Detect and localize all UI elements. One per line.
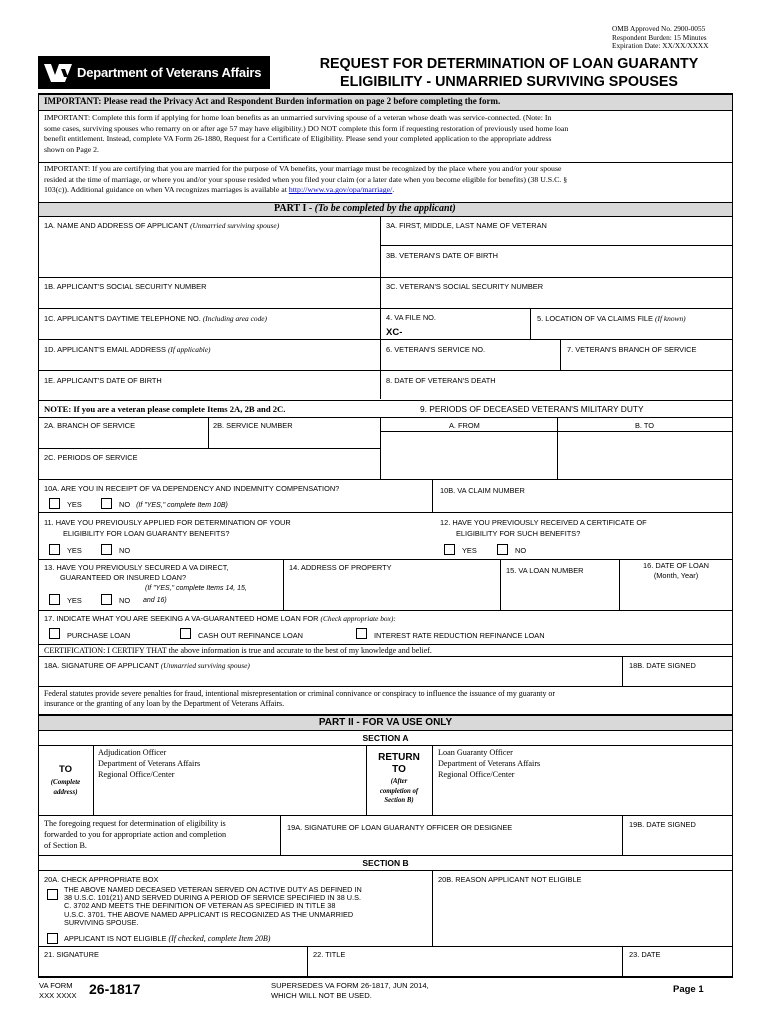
field-1e-label: 1E. APPLICANT'S DATE OF BIRTH bbox=[44, 376, 162, 385]
marriage-guidance-link[interactable]: http://www.va.gov/opa/marriage/ bbox=[288, 185, 393, 195]
f13-note-2: and 16) bbox=[143, 597, 167, 604]
received-no-label: NO bbox=[515, 546, 527, 555]
elig-1: THE ABOVE NAMED DECEASED VETERAN SERVED ON ACTIVE DUTY AS DEFINED IN bbox=[64, 885, 362, 894]
veteran-branch-field[interactable] bbox=[562, 356, 731, 368]
omb-block bbox=[612, 25, 708, 51]
omb-burden: Respondent Burden: 15 Minutes bbox=[612, 32, 707, 42]
dic-no-text: NO bbox=[119, 500, 131, 509]
claims-file-location-field[interactable] bbox=[532, 325, 731, 339]
instr-2-line-2: resided at the time of marriage, or where you and/or your spouse resided when you filed your claim (or a later date when you become eligible for benefits) (38 U.S.C. § bbox=[44, 174, 568, 184]
f11-line-1: 11. HAVE YOU PREVIOUSLY APPLIED FOR DETERMINATION OF YOUR bbox=[44, 518, 291, 527]
f13-note: (If "YES," complete Items 14, 15, bbox=[145, 585, 247, 592]
agency-name: Department of Veterans Affairs bbox=[77, 65, 262, 80]
applied-before-no-checkbox[interactable] bbox=[101, 544, 112, 555]
to-note bbox=[38, 777, 93, 797]
elig-4: U.S.C. 3701. THE ABOVE NAMED APPLICANT IS RECOGNIZED AS THE UNMARRIED bbox=[64, 909, 354, 919]
field-9-label: 9. PERIODS OF DECEASED VETERAN'S MILITARY DUTY bbox=[420, 404, 644, 414]
field-9b-label: B. TO bbox=[635, 421, 655, 430]
service-number-field[interactable] bbox=[210, 432, 378, 447]
fwd-1: The foregoing request for determination of eligibility is bbox=[44, 819, 226, 828]
f1d-italic: (If applicable) bbox=[167, 345, 211, 354]
field-3a-label: 3A. FIRST, MIDDLE, LAST NAME OF VETERAN bbox=[386, 221, 547, 230]
applicant-phone-field[interactable] bbox=[40, 325, 378, 339]
fwd-3: of Section B. bbox=[44, 841, 87, 850]
part1-title-text: PART I - bbox=[274, 203, 315, 214]
f1a-italic: (Unmarried surviving spouse) bbox=[190, 221, 280, 230]
to-label: TO bbox=[58, 764, 73, 775]
field-14-label: 14. ADDRESS OF PROPERTY bbox=[289, 563, 392, 572]
purchase-loan-checkbox[interactable] bbox=[49, 628, 60, 639]
instr-1-line-3: benefit entitlement. Instead, complete VA Form 26-1880, Request for a Certificate of Eligibility. Please send your completed application to the appropriate address bbox=[44, 134, 552, 144]
duty-from-field[interactable] bbox=[382, 433, 555, 477]
field-23-label: 23. DATE bbox=[629, 950, 661, 959]
forwarded-text bbox=[44, 818, 226, 851]
dic-yes-label: YES bbox=[67, 500, 82, 509]
supersedes-2: WHICH WILL NOT BE USED. bbox=[271, 990, 372, 1000]
return-note bbox=[366, 777, 432, 806]
title-line-2: ELIGIBILITY - UNMARRIED SURVIVING SPOUSES bbox=[340, 74, 678, 90]
field-2a-label: 2A. BRANCH OF SERVICE bbox=[44, 421, 136, 430]
ret-addr-1: Loan Guaranty Officer bbox=[438, 748, 513, 757]
field-1b-label: 1B. APPLICANT'S SOCIAL SECURITY NUMBER bbox=[44, 282, 207, 291]
instructions-1 bbox=[44, 113, 568, 155]
prior-loan-no-label: NO bbox=[119, 596, 131, 605]
to-addr-3: Regional Office/Center bbox=[98, 770, 175, 779]
field-4-label: 4. VA FILE NO. bbox=[386, 313, 436, 322]
field-20a-label: 20A. CHECK APPROPRIATE BOX bbox=[44, 875, 159, 884]
f17-italic: (Check appropriate box): bbox=[320, 614, 396, 623]
return-address bbox=[438, 747, 540, 780]
applied-before-yes-checkbox[interactable] bbox=[49, 544, 60, 555]
field-5-label bbox=[537, 314, 686, 323]
field-9a-label: A. FROM bbox=[449, 421, 480, 430]
penalty-line-1: Federal statutes provide severe penalties for fraud, intentional misrepresentation or criminal connivance or conspiracy to influence the issuance of my guaranty or bbox=[44, 689, 555, 698]
loan-date-field[interactable] bbox=[621, 583, 731, 609]
omb-approved: OMB Approved No. 2900-0055 bbox=[612, 24, 706, 33]
return-line-1: RETURN bbox=[378, 752, 420, 763]
f13-line-1: 13. HAVE YOU PREVIOUSLY SECURED A VA DIRECT, bbox=[44, 563, 229, 572]
veteran-name-field[interactable] bbox=[382, 232, 731, 245]
supersedes-1: SUPERSEDES VA FORM 26-1817, JUN 2014, bbox=[271, 981, 429, 990]
field-17-label bbox=[44, 614, 396, 623]
instr-2-line-1: IMPORTANT: If you are certifying that you are married for the purpose of VA benefits, your marriage must be recognized by the place where you and/or your spouse bbox=[44, 164, 562, 173]
f18a-text: 18A. SIGNATURE OF APPLICANT bbox=[44, 661, 161, 670]
veteran-dob-field[interactable] bbox=[382, 262, 731, 276]
received-coe-yes-checkbox[interactable] bbox=[444, 544, 455, 555]
field-11-label bbox=[44, 518, 291, 539]
field-22-label: 22. TITLE bbox=[313, 950, 346, 959]
applicant-ssn-field[interactable] bbox=[40, 293, 378, 307]
purchase-loan-label: PURCHASE LOAN bbox=[67, 631, 131, 640]
instr-1-line-2: some cases, surviving spouses who remarry on or after age 57 may have eligibility.) DO NOT complete this form if requesting restoration of previously used home loan bbox=[44, 123, 569, 133]
footer-va-form: VA FORM bbox=[39, 981, 73, 990]
f11-line-2: ELIGIBILITY FOR LOAN GUARANTY BENEFITS? bbox=[63, 528, 230, 538]
ret-addr-3: Regional Office/Center bbox=[438, 770, 515, 779]
field-2b-label: 2B. SERVICE NUMBER bbox=[213, 421, 293, 430]
return-note-2: completion of bbox=[379, 787, 419, 795]
return-note-3: Section B) bbox=[384, 797, 414, 804]
duty-to-field[interactable] bbox=[559, 433, 731, 477]
to-addr-1: Adjudication Officer bbox=[98, 748, 167, 757]
f1a-text: 1A. NAME AND ADDRESS OF APPLICANT bbox=[44, 221, 191, 230]
veteran-service-no-field[interactable] bbox=[382, 356, 558, 368]
field-1d-label bbox=[44, 345, 210, 354]
to-addr-2: Department of Veterans Affairs bbox=[98, 759, 201, 768]
applicant-name-address-field[interactable] bbox=[40, 232, 378, 277]
field-10b-label: 10B. VA CLAIM NUMBER bbox=[440, 486, 525, 495]
irrrl-label: INTEREST RATE REDUCTION REFINANCE LOAN bbox=[374, 631, 545, 640]
ret-addr-2: Department of Veterans Affairs bbox=[438, 759, 541, 768]
veteran-note: NOTE: If you are a veteran please complete Items 2A, 2B and 2C. bbox=[44, 404, 286, 414]
field-1a-label bbox=[44, 221, 279, 230]
eligible-checkbox[interactable] bbox=[47, 889, 58, 900]
field-19b-label: 19B. DATE SIGNED bbox=[629, 820, 696, 829]
veteran-death-date-field[interactable] bbox=[382, 387, 731, 399]
field-19a-label: 19A. SIGNATURE OF LOAN GUARANTY OFFICER OR DESIGNEE bbox=[287, 823, 513, 832]
va-loan-number-field[interactable] bbox=[502, 578, 617, 609]
f1c-italic: (Including area code) bbox=[202, 314, 268, 323]
f16-line-2: (Month, Year) bbox=[653, 571, 699, 580]
to-address bbox=[98, 747, 200, 780]
not-eligible-checkbox[interactable] bbox=[47, 933, 58, 944]
f12-line-2: ELIGIBILITY FOR SUCH BENEFITS? bbox=[456, 528, 581, 538]
va-file-prefix: XC- bbox=[386, 327, 403, 338]
field-21-label: 21. SIGNATURE bbox=[44, 950, 99, 959]
applicant-signature-field[interactable] bbox=[40, 672, 620, 685]
veteran-ssn-field[interactable] bbox=[382, 293, 731, 307]
field-18a-label bbox=[44, 661, 250, 670]
prior-loan-no-checkbox[interactable] bbox=[101, 594, 112, 605]
field-20b-label: 20B. REASON APPLICANT NOT ELIGIBLE bbox=[438, 875, 582, 884]
title-line-1: REQUEST FOR DETERMINATION OF LOAN GUARANTY bbox=[319, 56, 699, 72]
field-13-label bbox=[44, 563, 229, 584]
f16-line-1: 16. DATE OF LOAN bbox=[643, 561, 709, 570]
part1-title bbox=[274, 203, 456, 214]
received-yes-label: YES bbox=[462, 546, 477, 555]
va-logo-banner bbox=[38, 56, 270, 89]
field-1c-label bbox=[44, 314, 267, 323]
lgo-signature-field[interactable] bbox=[282, 834, 620, 854]
instr-1-line-4: shown on Page 2. bbox=[44, 144, 100, 154]
instr-1-line-1: IMPORTANT: Complete this form if applying for home loan benefits as an unmarried surviving spouse of a veteran whose death was service-connected. (Note: In bbox=[44, 113, 552, 122]
va-claim-number-field[interactable] bbox=[434, 496, 731, 511]
not-eligible-label bbox=[64, 934, 270, 943]
penalty-statement bbox=[44, 689, 555, 709]
field-8-label: 8. DATE OF VETERAN'S DEATH bbox=[386, 376, 496, 385]
return-line-2: TO bbox=[392, 764, 406, 775]
elig-3: C. 3702 AND MEETS THE DEFINITION OF VETERAN AS SPECIFIED IN TITLE 38 bbox=[64, 901, 336, 911]
applicant-date-signed-field[interactable] bbox=[624, 672, 731, 685]
to-note-1: (Complete bbox=[50, 778, 81, 786]
instructions-2 bbox=[44, 164, 567, 196]
cash-out-refinance-checkbox[interactable] bbox=[180, 628, 191, 639]
determination-signature-field[interactable] bbox=[40, 961, 305, 975]
irrrl-checkbox[interactable] bbox=[356, 628, 367, 639]
dic-no-note: (If "YES," complete Item 10B) bbox=[136, 502, 228, 509]
return-to-label bbox=[366, 752, 432, 776]
f13-line-2: GUARANTEED OR INSURED LOAN? bbox=[60, 573, 187, 583]
section-a-title: SECTION A bbox=[362, 733, 409, 743]
footer-page-number: Page 1 bbox=[673, 984, 704, 995]
certification-text: CERTIFICATION: I CERTIFY THAT the above information is true and accurate to the best of my knowledge and belief. bbox=[44, 646, 432, 655]
lgo-date-signed-field[interactable] bbox=[624, 831, 731, 854]
ineligibility-reason-field[interactable] bbox=[434, 886, 731, 945]
applied-yes-label: YES bbox=[67, 546, 82, 555]
field-2c-label: 2C. PERIODS OF SERVICE bbox=[44, 453, 138, 462]
f5-italic: (If known) bbox=[655, 314, 686, 323]
field-6-label: 6. VETERAN'S SERVICE NO. bbox=[386, 345, 486, 354]
branch-of-service-field[interactable] bbox=[40, 432, 206, 447]
prior-loan-yes-checkbox[interactable] bbox=[49, 594, 60, 605]
part2-title: PART II - FOR VA USE ONLY bbox=[318, 717, 453, 728]
dic-yes-checkbox[interactable] bbox=[49, 498, 60, 509]
f1d-text: 1D. APPLICANT'S EMAIL ADDRESS bbox=[44, 345, 168, 354]
not-eligible-note: (If checked, complete Item 20B) bbox=[168, 934, 271, 943]
va-file-number-field[interactable] bbox=[404, 325, 528, 339]
elig-2: 38 U.S.C. 101(21) AND SERVED DURING A PERIOD OF SERVICE SPECIFIED IN 38 U.S. bbox=[64, 893, 361, 903]
periods-of-service-field[interactable] bbox=[40, 464, 378, 478]
f12-line-1: 12. HAVE YOU PREVIOUSLY RECEIVED A CERTIFICATE OF bbox=[440, 518, 647, 527]
received-coe-no-checkbox[interactable] bbox=[497, 544, 508, 555]
applied-no-label: NO bbox=[119, 546, 131, 555]
section-b-title: SECTION B bbox=[362, 858, 409, 868]
penalty-line-2: insurance or the granting of any loan by the Department of Veterans Affairs. bbox=[44, 699, 285, 709]
not-eligible-text: APPLICANT IS NOT ELIGIBLE bbox=[64, 934, 169, 943]
cash-out-refinance-label: CASH OUT REFINANCE LOAN bbox=[198, 631, 303, 640]
field-15-label: 15. VA LOAN NUMBER bbox=[506, 566, 584, 575]
f17-text: 17. INDICATE WHAT YOU ARE SEEKING A VA-GUARANTEED HOME LOAN FOR bbox=[44, 614, 321, 623]
f5-text: 5. LOCATION OF VA CLAIMS FILE bbox=[537, 314, 656, 323]
elig-5: SURVIVING SPOUSE. bbox=[64, 917, 139, 927]
instr-2-line-3-text: 103(c)). Additional guidance on when VA recognizes marriages is available at bbox=[44, 185, 289, 195]
part1-title-italic: (To be completed by the applicant) bbox=[314, 203, 456, 214]
footer-xxx: XXX XXXX bbox=[39, 990, 77, 1000]
determination-title-field[interactable] bbox=[309, 961, 620, 975]
field-3b-label: 3B. VETERAN'S DATE OF BIRTH bbox=[386, 251, 499, 260]
property-address-field[interactable] bbox=[285, 574, 498, 609]
applicant-dob-field[interactable] bbox=[40, 387, 378, 399]
va-seal-icon bbox=[43, 61, 73, 85]
determination-date-field[interactable] bbox=[624, 961, 731, 975]
field-16-label bbox=[622, 561, 730, 581]
field-7-label: 7. VETERAN'S BRANCH OF SERVICE bbox=[567, 345, 697, 354]
instr-2-line-3 bbox=[44, 185, 567, 196]
field-18b-label: 18B. DATE SIGNED bbox=[629, 661, 696, 670]
field-12-label bbox=[440, 518, 647, 539]
footer-form-number: 26-1817 bbox=[89, 981, 141, 997]
f18a-italic: (Unmarried surviving spouse) bbox=[160, 661, 250, 670]
instr-2-end: . bbox=[392, 185, 395, 195]
dic-no-checkbox[interactable] bbox=[101, 498, 112, 509]
applicant-email-field[interactable] bbox=[40, 356, 378, 368]
fwd-2: forwarded to you for appropriate action and completion bbox=[44, 830, 227, 839]
form-title bbox=[286, 55, 732, 91]
f1c-text: 1C. APPLICANT'S DAYTIME TELEPHONE NO. bbox=[44, 314, 203, 323]
omb-expiration: Expiration Date: XX/XX/XXXX bbox=[612, 41, 709, 51]
footer-supersedes bbox=[271, 981, 429, 1000]
field-3c-label: 3C. VETERAN'S SOCIAL SECURITY NUMBER bbox=[386, 282, 544, 291]
important-banner-text: IMPORTANT: Please read the Privacy Act and Respondent Burden information on page 2 before completing the form. bbox=[44, 96, 501, 106]
dic-no-label bbox=[119, 500, 228, 510]
to-note-2: address) bbox=[53, 788, 78, 796]
return-note-1: (After bbox=[390, 778, 408, 785]
eligible-statement bbox=[64, 886, 362, 927]
prior-loan-yes-label: YES bbox=[67, 596, 82, 605]
footer-form-block bbox=[39, 981, 77, 1000]
field-10a-label: 10A. ARE YOU IN RECEIPT OF VA DEPENDENCY AND INDEMNITY COMPENSATION? bbox=[44, 484, 340, 493]
